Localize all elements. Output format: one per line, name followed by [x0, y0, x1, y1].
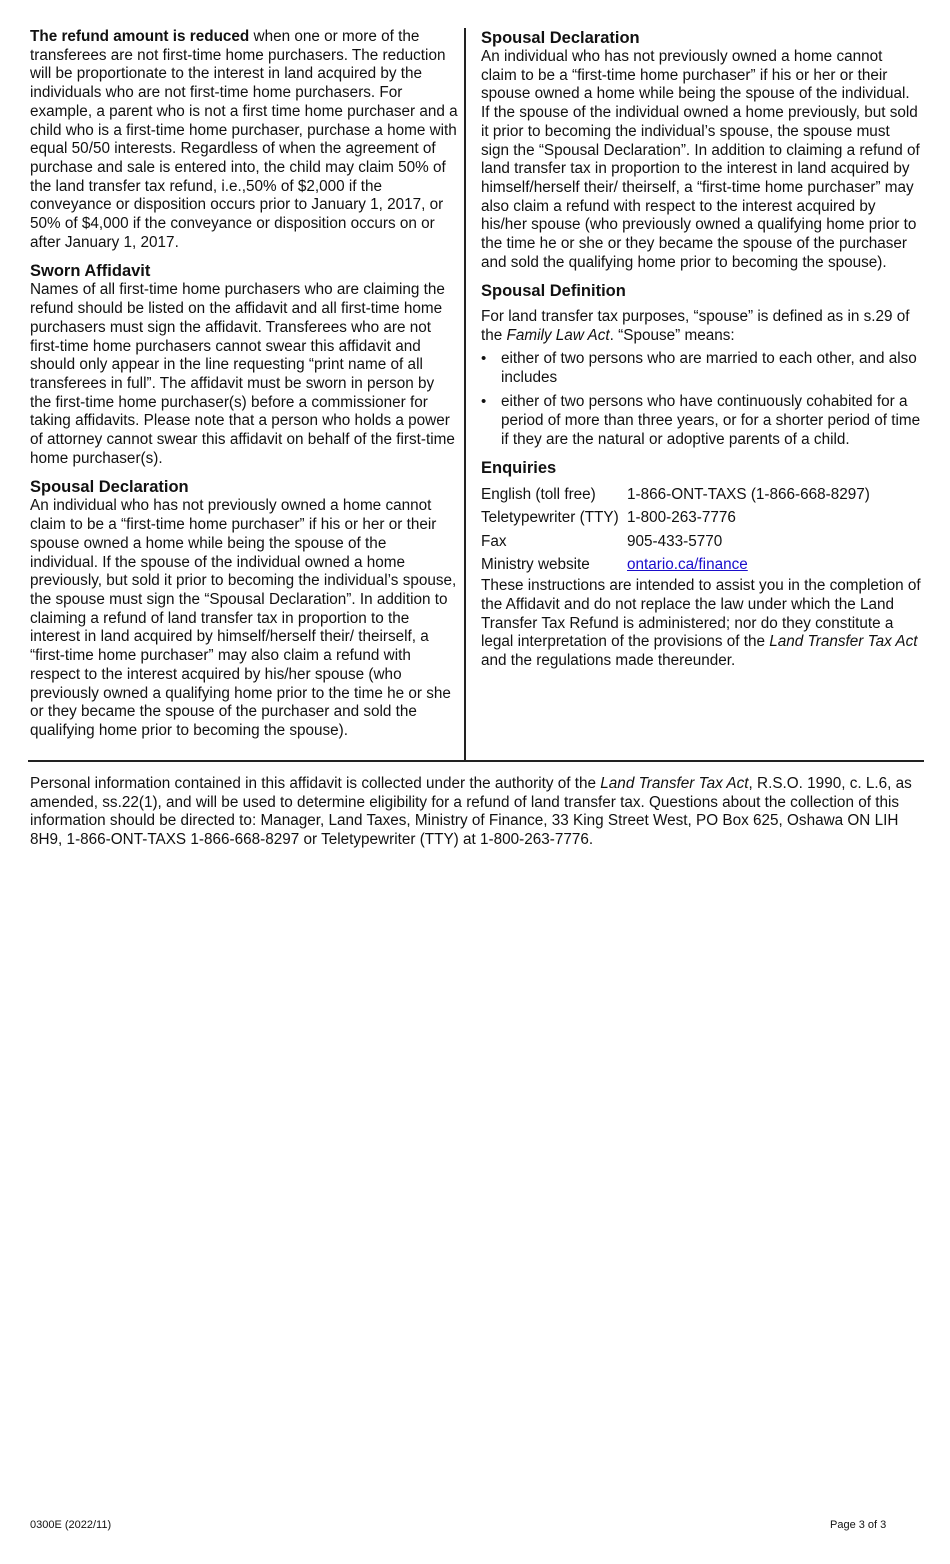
contact-row-tty: [481, 507, 921, 531]
contact-label: Teletypewriter (TTY): [481, 509, 619, 527]
contact-label: English (toll free): [481, 485, 596, 503]
spousal-definition-list: [481, 350, 921, 450]
list-item: [481, 350, 921, 387]
section-divider: [28, 760, 924, 762]
right-column: [481, 28, 921, 671]
column-divider: [464, 28, 466, 761]
refund-reduction-paragraph: [30, 28, 458, 252]
list-item-text: either of two persons who are married to each other, and also includes: [501, 349, 917, 386]
list-item-text: either of two persons who have continuously cohabited for a period of more than three years, or for a shorter period of time if they are the natural or adoptive parents of a child.: [501, 393, 921, 448]
spousal-definition-intro-end: . “Spouse” means:: [609, 327, 735, 345]
enquiries-heading: Enquiries: [481, 459, 557, 478]
spousal-definition-heading: Spousal Definition: [481, 282, 626, 301]
refund-reduction-text: when one or more of the transferees are not first-time home purchasers. The reduction will be proportionate to the interest in land acquired by the individuals who are not first-time home purchasers. For example, a parent who is not a first time home purchaser and a child who is a first-time home purchaser, purchase a home with equal 50/50 interests. Regardless of when the agreement of purchase and sale is entered into, the child may claim 50% of the land transfer tax refund, i.e.,50% of $2,000 if the conveyance or disposition occurs prior to January 1, 2017, or 50% of $4,000 if the conveyance or disposition occurs on or after January 1, 2017.: [30, 28, 458, 251]
privacy-notice: [30, 775, 920, 850]
contact-value: 905-433-5770: [627, 532, 723, 550]
left-column: [30, 28, 458, 741]
bullet-icon: •: [481, 349, 487, 367]
land-transfer-tax-act-name: Land Transfer Tax Act: [769, 633, 918, 651]
sworn-affidavit-heading: Sworn Affidavit: [30, 262, 151, 281]
form-id: 0300E (2022/11): [30, 1519, 112, 1531]
contact-row-fax: [481, 530, 921, 554]
disclaimer-text-end: and the regulations made thereunder.: [481, 652, 736, 670]
spousal-declaration-text-right: An individual who has not previously owned a home cannot claim to be a “first-time home purchaser” if his or her or their spouse owned a home while being the spouse of the individual. If the spouse of the individual owned a home previously, but sold it prior to becoming the individual’s spouse, the spouse must sign the “Spousal Declaration”. In addition to claiming a refund of land transfer tax in proportion to the interest in land acquired by himself/herself their/ theirself, a “first-time home purchaser” may also claim a refund with respect to the interest acquired by his/her spouse (who previously owned a qualifying home prior to the time he or she or they became the spouse of the purchaser and sold the qualifying home prior to becoming the spouse).: [481, 48, 920, 271]
spousal-definition-intro: [481, 308, 921, 345]
sworn-affidavit-text: Names of all first-time home purchasers who are claiming the refund should be listed on the affidavit and all first-time home purchasers must sign the affidavit. Transferees who are not first-time home purchasers cannot swear this affidavit and should only appear in the line requesting “print name of all transferees in full”. The affidavit must be sworn in person by the first-time home purchaser(s) before a commissioner for taking affidavits. Please note that a person who holds a power of attorney cannot swear this affidavit on behalf of the first-time home purchaser(s).: [30, 281, 455, 467]
disclaimer-paragraph: [481, 577, 921, 671]
contact-label: Ministry website: [481, 556, 590, 574]
refund-reduction-lead: The refund amount is reduced: [30, 28, 250, 45]
bullet-icon: •: [481, 393, 487, 411]
contact-row-english: [481, 483, 921, 507]
page-number: Page 3 of 3: [830, 1519, 887, 1531]
disclaimer-text: These instructions are intended to assist you in the completion of the Affidavit and do not replace the law under which the Land Transfer Tax Refund is administered; nor do they constitute a legal interpretation of the provisions of the: [481, 577, 921, 651]
contact-value: 1-866-ONT-TAXS (1-866-668-8297): [627, 485, 870, 503]
enquiries-contacts: [481, 483, 921, 577]
spousal-definition-intro-text: For land transfer tax purposes, “spouse” is defined as in s.29 of the: [481, 308, 910, 345]
contact-value: 1-800-263-7776: [627, 509, 736, 527]
spousal-declaration-heading-right: Spousal Declaration: [481, 29, 640, 47]
instructions-columns: [0, 0, 950, 761]
spousal-declaration-text-left: An individual who has not previously owned a home cannot claim to be a “first-time home purchaser” if his or her or their spouse owned a home while being the spouse of the individual. If the spouse of the individual owned a home previously, but sold it prior to becoming the individual’s spouse, the spouse must sign the “Spousal Declaration”. In addition to claiming a refund of land transfer tax in proportion to the interest in land acquired by himself/herself their/ theirself, a “first-time home purchaser” may also claim a refund with respect to the interest acquired by his/her spouse (who previously owned a qualifying home prior to the time he or she or they became the spouse of the purchaser and sold the qualifying home prior to becoming the spouse).: [30, 497, 457, 739]
spousal-declaration-heading-left: Spousal Declaration: [30, 478, 189, 497]
privacy-text: Personal information contained in this affidavit is collected under the authority of the: [30, 775, 601, 792]
privacy-text-end: , R.S.O. 1990, c. L.6, as amended, ss.22(1), and will be used to determine eligibility for a refund of land transfer tax. Questions about the collection of this information should be directed to: Manager, Land Taxes, Ministry of Finance, 33 King Street West, PO Box 625, Oshawa ON LIH 8H9, 1-866-ONT-TAXS 1-866-668-8297 or Teletypewriter (TTY) at 1-800-263-7776.: [30, 775, 912, 849]
family-law-act-name: Family Law Act: [506, 327, 610, 345]
contact-row-website: [481, 554, 921, 578]
list-item: [481, 393, 921, 449]
contact-label: Fax: [481, 532, 507, 550]
ministry-website-link[interactable]: ontario.ca/finance: [627, 556, 748, 574]
privacy-act-name: Land Transfer Tax Act: [600, 775, 749, 792]
